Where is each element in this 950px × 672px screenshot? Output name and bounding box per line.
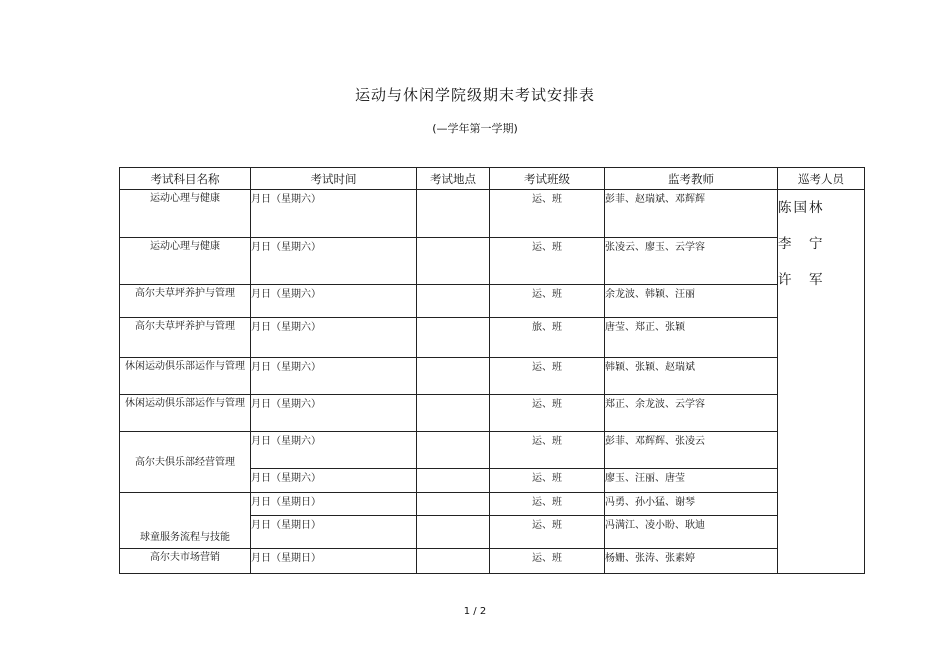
patrol-name: 许 军	[778, 272, 825, 288]
table-row	[120, 358, 865, 395]
invigilators-cell: 杨姗、张涛、张素婷	[605, 549, 778, 574]
patrol-name: 陈国林	[778, 200, 825, 216]
time-cell: 月日（星期六）	[251, 238, 417, 285]
class-cell: 运、班	[490, 190, 605, 238]
place-cell	[417, 432, 490, 469]
patrol-cell	[778, 190, 865, 574]
class-cell: 旅、班	[490, 318, 605, 358]
class-cell: 运、班	[490, 549, 605, 574]
invigilators-cell: 彭菲、邓辉辉、张凌云	[605, 432, 778, 469]
class-cell: 运、班	[490, 285, 605, 318]
time-cell: 月日（星期日）	[251, 549, 417, 574]
class-cell: 运、班	[490, 469, 605, 493]
subject-cell: 球童服务流程与技能	[120, 493, 251, 549]
invigilators-cell: 郑正、余龙波、云学容	[605, 395, 778, 432]
subject-cell: 运动心理与健康	[120, 238, 251, 285]
time-cell: 月日（星期日）	[251, 516, 417, 549]
class-cell: 运、班	[490, 516, 605, 549]
class-cell: 运、班	[490, 432, 605, 469]
time-cell: 月日（星期六）	[251, 358, 417, 395]
table-row	[120, 190, 865, 238]
page-title: 运动与休闲学院级期末考试安排表	[354, 86, 595, 104]
invigilators-cell: 冯满江、凌小盼、耿迪	[605, 516, 778, 549]
page-subtitle: (—学年第一学期)	[432, 122, 518, 135]
subject-cell: 高尔夫市场营销	[120, 549, 251, 574]
subject-cell: 休闲运动俱乐部运作与管理	[120, 358, 251, 395]
class-cell: 运、班	[490, 395, 605, 432]
table-header-row	[120, 168, 865, 190]
patrol-name: 李 宁	[778, 236, 825, 252]
class-cell: 运、班	[490, 493, 605, 516]
header-patrol: 巡考人员	[778, 168, 865, 190]
place-cell	[417, 516, 490, 549]
header-subject: 考试科目名称	[120, 168, 251, 190]
place-cell	[417, 318, 490, 358]
class-cell: 运、班	[490, 238, 605, 285]
subject-cell: 休闲运动俱乐部运作与管理	[120, 395, 251, 432]
invigilators-cell: 冯勇、孙小猛、谢琴	[605, 493, 778, 516]
place-cell	[417, 395, 490, 432]
table-row	[120, 493, 865, 516]
invigilators-cell: 张凌云、廖玉、云学容	[605, 238, 778, 285]
exam-schedule-table	[119, 167, 865, 574]
time-cell: 月日（星期六）	[251, 285, 417, 318]
header-class: 考试班级	[490, 168, 605, 190]
invigilators-cell: 彭菲、赵瑞斌、邓辉辉	[605, 190, 778, 238]
header-invigilators: 监考教师	[605, 168, 778, 190]
subject-cell: 高尔夫草坪养护与管理	[120, 318, 251, 358]
header-time: 考试时间	[251, 168, 417, 190]
page-number: 1 / 2	[463, 606, 487, 617]
subject-cell: 运动心理与健康	[120, 190, 251, 238]
subject-cell: 高尔夫俱乐部经营管理	[120, 432, 251, 493]
invigilators-cell: 韩颖、张颖、赵瑞斌	[605, 358, 778, 395]
table-row	[120, 549, 865, 574]
time-cell: 月日（星期六）	[251, 318, 417, 358]
time-cell: 月日（星期日）	[251, 493, 417, 516]
place-cell	[417, 493, 490, 516]
place-cell	[417, 469, 490, 493]
subject-cell: 高尔夫草坪养护与管理	[120, 285, 251, 318]
table-row	[120, 318, 865, 358]
time-cell: 月日（星期六）	[251, 395, 417, 432]
header-place: 考试地点	[417, 168, 490, 190]
invigilators-cell: 廖玉、汪丽、唐莹	[605, 469, 778, 493]
table-row	[120, 285, 865, 318]
time-cell: 月日（星期六）	[251, 190, 417, 238]
table-row	[120, 238, 865, 285]
table-row	[120, 395, 865, 432]
place-cell	[417, 238, 490, 285]
place-cell	[417, 358, 490, 395]
invigilators-cell: 余龙波、韩颖、汪丽	[605, 285, 778, 318]
place-cell	[417, 285, 490, 318]
time-cell: 月日（星期六）	[251, 432, 417, 469]
invigilators-cell: 唐莹、郑正、张颖	[605, 318, 778, 358]
class-cell: 运、班	[490, 358, 605, 395]
place-cell	[417, 190, 490, 238]
place-cell	[417, 549, 490, 574]
table-row	[120, 432, 865, 469]
time-cell: 月日（星期六）	[251, 469, 417, 493]
